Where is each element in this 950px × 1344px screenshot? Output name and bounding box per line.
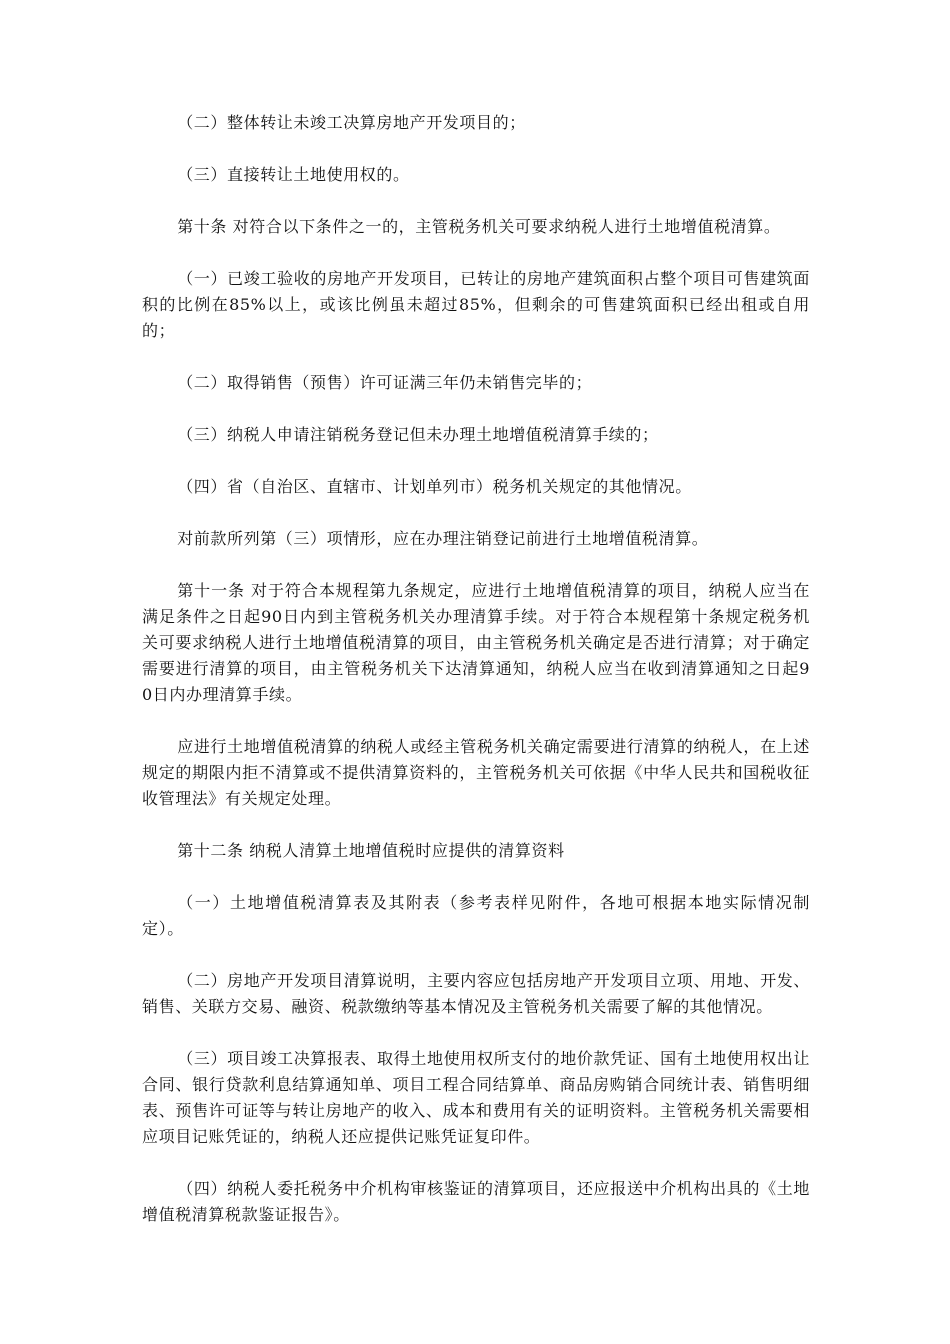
- paragraph-article-11: 第十一条 对于符合本规程第九条规定，应进行土地增值税清算的项目，纳税人应当在满足条件之日起90日内到主管税务机关办理清算手续。对于符合本规程第十条规定税务机关可要求纳税人进行土地增值税清算的项目，由主管税务机关确定是否进行清算；对于确定需要进行清算的项目，由主管税务机关下达清算通知，纳税人应当在收到清算通知之日起90日内办理清算手续。: [142, 581, 810, 704]
- paragraph-gap: [142, 240, 810, 266]
- paragraph-article-12-item-3: （三）项目竣工决算报表、取得土地使用权所支付的地价款凭证、国有土地使用权出让合同、银行贷款利息结算通知单、项目工程合同结算单、商品房购销合同统计表、销售明细表、预售许可证等与转让房地产的收入、成本和费用有关的证明资料。主管税务机关需要相应项目记账凭证的，纳税人还应提供记账凭证复印件。: [142, 1049, 810, 1146]
- paragraph-article-12-item-4: （四）纳税人委托税务中介机构审核鉴证的清算项目，还应报送中介机构出具的《土地增值税清算税款鉴证报告》。: [142, 1179, 810, 1224]
- paragraph-item-2-transfer-incomplete-project: （二）整体转让未竣工决算房地产开发项目的；: [177, 113, 526, 132]
- document-body: [142, 110, 810, 1228]
- paragraph-gap: [142, 942, 810, 968]
- paragraph-article-10: 第十条 对符合以下条件之一的，主管税务机关可要求纳税人进行土地增值税清算。: [177, 217, 781, 236]
- paragraph-gap: [142, 1150, 810, 1176]
- paragraph-article-10-item-1: （一）已竣工验收的房地产开发项目，已转让的房地产建筑面积占整个项目可售建筑面积的比例在85%以上，或该比例虽未超过85%，但剩余的可售建筑面积已经出租或自用的；: [142, 269, 810, 340]
- paragraph-gap: [142, 396, 810, 422]
- paragraph-gap: [142, 864, 810, 890]
- paragraph-article-10-item-2: （二）取得销售（预售）许可证满三年仍未销售完毕的；: [177, 373, 593, 392]
- paragraph-gap: [142, 188, 810, 214]
- paragraph-item-3-transfer-land-use-right: （三）直接转让土地使用权的。: [177, 165, 410, 184]
- paragraph-article-10-note: 对前款所列第（三）项情形，应在办理注销登记前进行土地增值税清算。: [177, 529, 709, 548]
- paragraph-article-10-item-3: （三）纳税人申请注销税务登记但未办理土地增值税清算手续的；: [177, 425, 659, 444]
- paragraph-gap: [142, 136, 810, 162]
- paragraph-gap: [142, 448, 810, 474]
- paragraph-gap: [142, 708, 810, 734]
- paragraph-article-12-item-1: （一）土地增值税清算表及其附表（参考表样见附件，各地可根据本地实际情况制定）。: [142, 893, 810, 938]
- paragraph-article-12-item-2: （二）房地产开发项目清算说明，主要内容应包括房地产开发项目立项、用地、开发、销售、关联方交易、融资、税款缴纳等基本情况及主管税务机关需要了解的其他情况。: [142, 971, 810, 1016]
- paragraph-gap: [142, 552, 810, 578]
- paragraph-gap: [142, 1020, 810, 1046]
- paragraph-article-10-item-4: （四）省（自治区、直辖市、计划单列市）税务机关规定的其他情况。: [177, 477, 692, 496]
- paragraph-article-11-penalty: 应进行土地增值税清算的纳税人或经主管税务机关确定需要进行清算的纳税人，在上述规定的期限内拒不清算或不提供清算资料的，主管税务机关可依据《中华人民共和国税收征收管理法》有关规定处理。: [142, 737, 810, 808]
- paragraph-article-12: 第十二条 纳税人清算土地增值税时应提供的清算资料: [177, 841, 565, 860]
- paragraph-gap: [142, 500, 810, 526]
- paragraph-gap: [142, 812, 810, 838]
- paragraph-gap: [142, 344, 810, 370]
